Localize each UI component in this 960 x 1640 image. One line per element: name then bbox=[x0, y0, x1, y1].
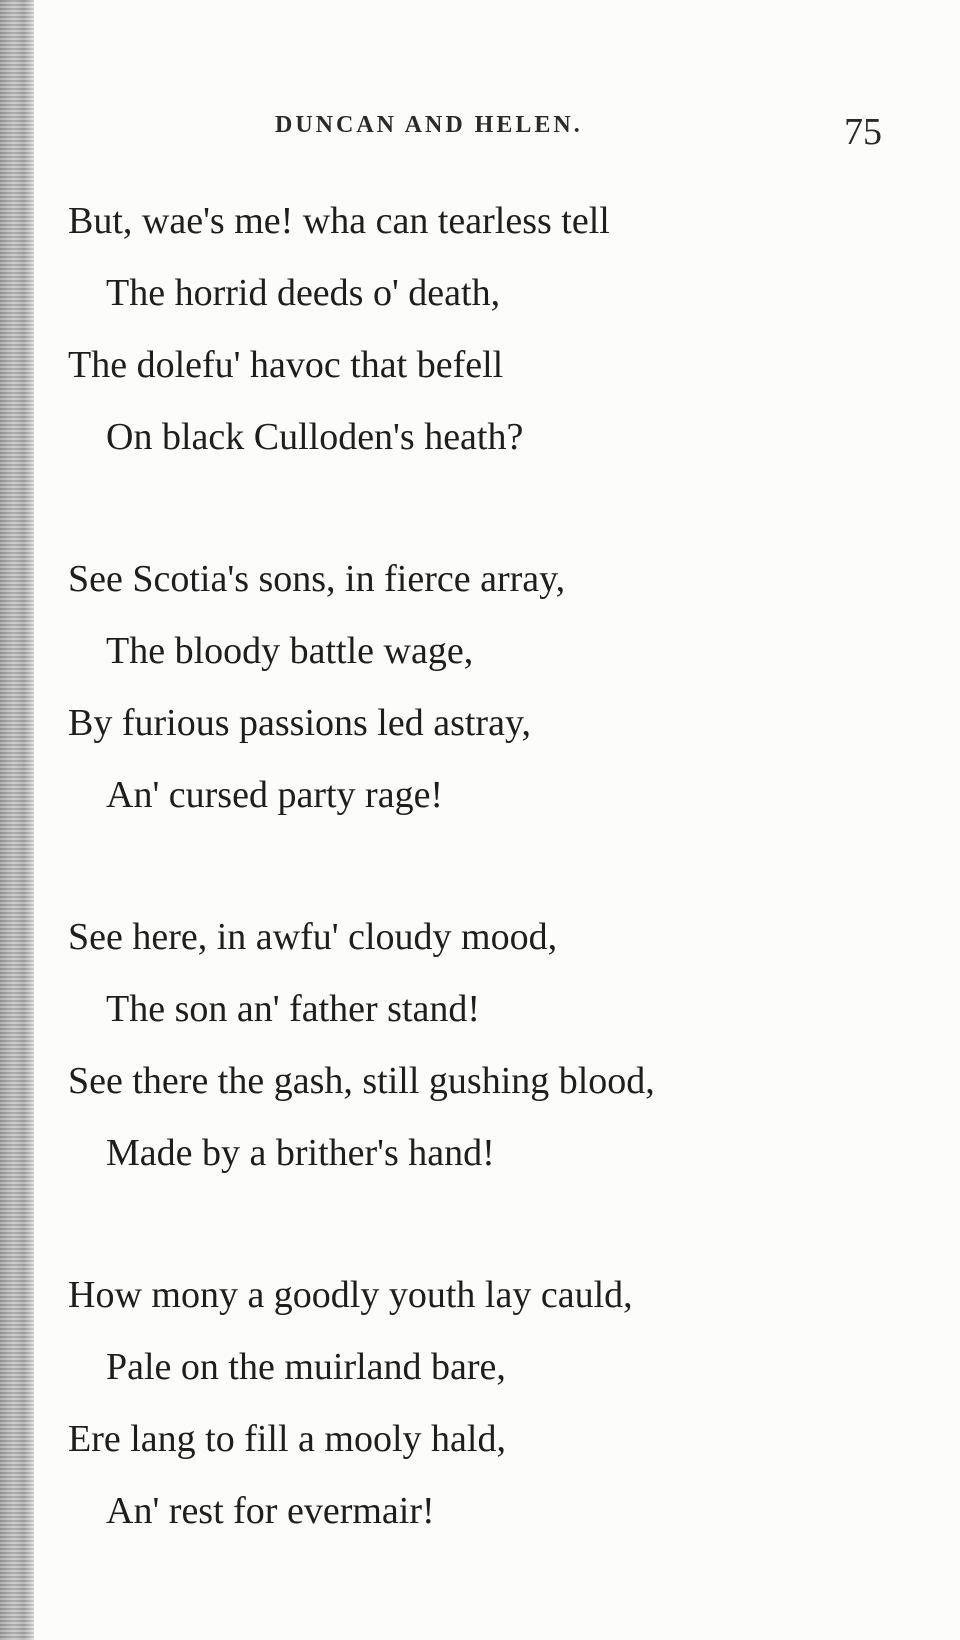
poem-line: Ere lang to fill a mooly hald, bbox=[68, 1418, 506, 1460]
stanza bbox=[68, 901, 888, 1189]
poem-line: The dolefu' havoc that befell bbox=[68, 344, 504, 386]
poem-line: The son an' father stand! bbox=[106, 988, 481, 1030]
poem-body bbox=[68, 185, 888, 1547]
poem-line: On black Culloden's heath? bbox=[106, 416, 524, 458]
poem-line: How mony a goodly youth lay cauld, bbox=[68, 1274, 633, 1316]
book-spine-edge bbox=[0, 0, 34, 1640]
stanza bbox=[68, 543, 888, 831]
stanza bbox=[68, 1259, 888, 1547]
page-number: 75 bbox=[844, 111, 882, 153]
poem-line: See here, in awfu' cloudy mood, bbox=[68, 916, 558, 958]
poem-line: But, wae's me! wha can tearless tell bbox=[68, 200, 610, 242]
stanza-gap bbox=[68, 473, 888, 543]
stanza-gap bbox=[68, 1189, 888, 1259]
poem-line: An' rest for evermair! bbox=[106, 1490, 435, 1532]
stanza bbox=[68, 185, 888, 473]
poem-line: Pale on the muirland bare, bbox=[106, 1346, 506, 1388]
running-title: DUNCAN AND HELEN. bbox=[275, 112, 583, 138]
poem-line: The horrid deeds o' death, bbox=[106, 272, 501, 314]
poem-line: The bloody battle wage, bbox=[106, 630, 474, 672]
stanza-gap bbox=[68, 831, 888, 901]
poem-line: See there the gash, still gushing blood, bbox=[68, 1060, 655, 1102]
poem-line: An' cursed party rage! bbox=[106, 774, 444, 816]
poem-line: Made by a brither's hand! bbox=[106, 1132, 495, 1174]
poem-line: See Scotia's sons, in fierce array, bbox=[68, 558, 566, 600]
poem-line: By furious passions led astray, bbox=[68, 702, 531, 744]
